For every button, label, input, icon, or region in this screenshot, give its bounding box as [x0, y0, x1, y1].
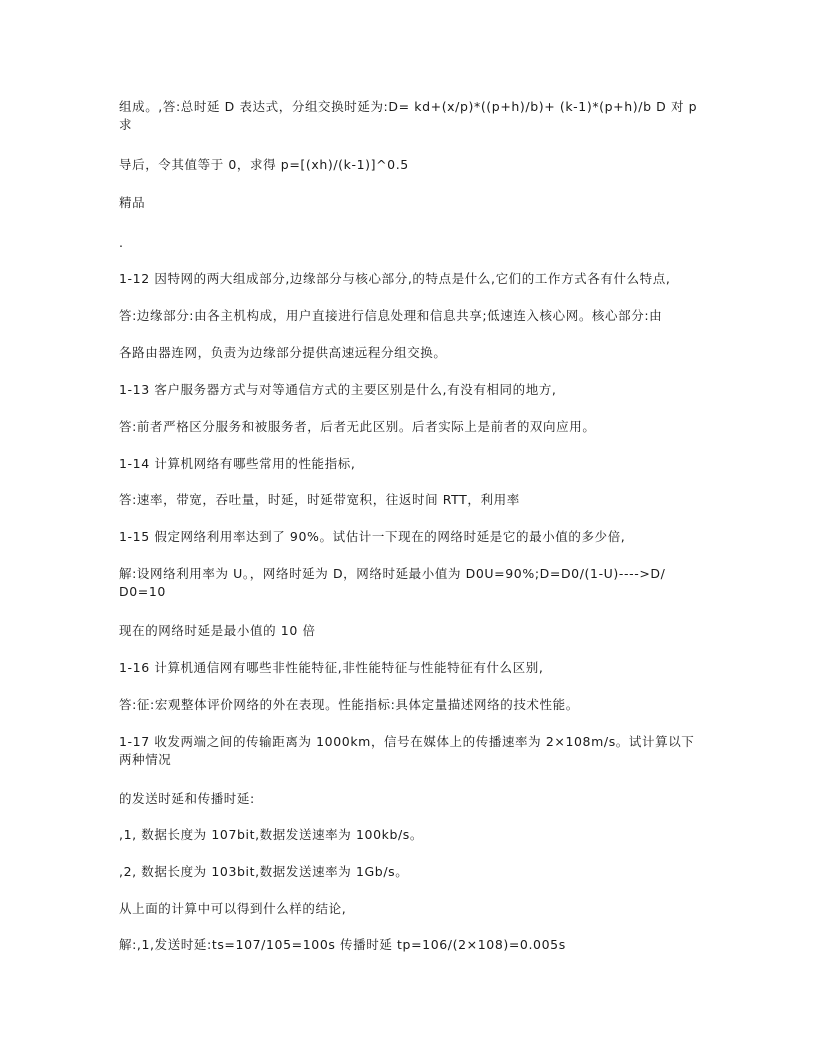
- text-line-13: 解:设网络利用率为 U。，网络时延为 D，网络时延最小值为 D0U=90%;D=D0/(1-U)---->D/ D0=10: [119, 566, 666, 599]
- text-line-2: 导后，令其值等于 0，求得 p=[(xh)/(k-1)]^0.5: [119, 157, 409, 172]
- text-line-8: 1-13 客户服务器方式与对等通信方式的主要区别是什么,有没有相同的地方,: [119, 382, 557, 397]
- text-line-7: 各路由器连网，负责为边缘部分提供高速远程分组交换。: [119, 345, 447, 360]
- text-line-21: 从上面的计算中可以得到什么样的结论,: [119, 901, 347, 916]
- text-line-3: 精品: [119, 195, 146, 210]
- text-line-18: 的发送时延和传播时延:: [119, 791, 255, 806]
- text-line-17: 1-17 收发两端之间的传输距离为 1000km，信号在媒体上的传播速率为 2×108m/s。试计算以下两种情况: [119, 734, 695, 767]
- text-line-1: 组成。,答:总时延 D 表达式，分组交换时延为:D= kd+(x/p)*((p+h)/b)+ (k-1)*(p+h)/b D 对 p 求: [119, 99, 698, 132]
- text-line-4: .: [119, 235, 124, 250]
- text-line-15: 1-16 计算机通信网有哪些非性能特征,非性能特征与性能特征有什么区别,: [119, 660, 544, 675]
- text-line-6: 答:边缘部分:由各主机构成，用户直接进行信息处理和信息共享;低速连入核心网。核心部分:由: [119, 308, 663, 323]
- text-line-5: 1-12 因特网的两大组成部分,边缘部分与核心部分,的特点是什么,它们的工作方式各有什么特点,: [119, 271, 671, 286]
- text-line-11: 答:速率，带宽，吞吐量，时延，时延带宽积，往返时间 RTT，利用率: [119, 492, 520, 507]
- text-line-19: ,1, 数据长度为 107bit,数据发送速率为 100kb/s。: [119, 827, 424, 842]
- text-line-20: ,2, 数据长度为 103bit,数据发送速率为 1Gb/s。: [119, 864, 409, 879]
- text-line-16: 答:征:宏观整体评价网络的外在表现。性能指标:具体定量描述网络的技术性能。: [119, 697, 579, 712]
- text-line-22: 解:,1,发送时延:ts=107/105=100s 传播时延 tp=106/(2×108)=0.005s: [119, 937, 566, 952]
- text-line-12: 1-15 假定网络利用率达到了 90%。试估计一下现在的网络时延是它的最小值的多少倍,: [119, 529, 626, 544]
- text-line-10: 1-14 计算机网络有哪些常用的性能指标,: [119, 456, 356, 471]
- text-line-9: 答:前者严格区分服务和被服务者，后者无此区别。后者实际上是前者的双向应用。: [119, 419, 596, 434]
- text-line-14: 现在的网络时延是最小值的 10 倍: [119, 623, 316, 638]
